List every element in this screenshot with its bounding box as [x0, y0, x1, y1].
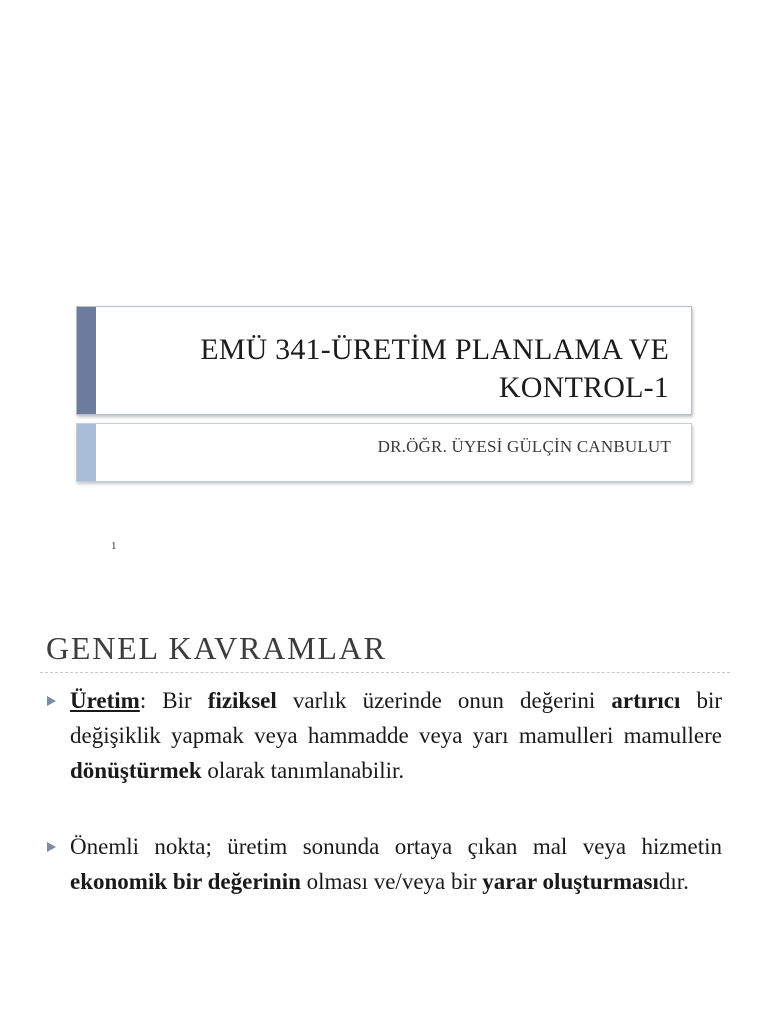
- bullet-text: dır.: [658, 869, 689, 894]
- heading-divider: [40, 672, 730, 673]
- title-box: [76, 306, 692, 415]
- emphasis-artirici: artırıcı: [611, 688, 681, 713]
- bullet-text: olarak tanımlanabilir.: [201, 758, 405, 783]
- title-accent-bar: [77, 307, 96, 414]
- triangle-bullet-icon: [47, 842, 56, 852]
- slide-title-line-1: EMÜ 341-ÜRETİM PLANLAMA VE: [200, 333, 669, 366]
- bullet-list: [44, 683, 722, 940]
- page-number: 1: [111, 540, 117, 552]
- slide-title-line-2: KONTROL-1: [498, 371, 669, 404]
- emphasis-ekonomik-deger: ekonomik bir değerinin: [70, 869, 301, 894]
- emphasis-donusturmek: dönüştürmek: [70, 758, 202, 783]
- bullet-item-key-point: [44, 829, 722, 899]
- bullet-text: bir değişiklik yapmak veya hammadde veya yarı mamulleri mamullere: [70, 688, 722, 748]
- slide-subtitle: DR.ÖĞR. ÜYESİ GÜLÇİN CANBULUT: [377, 437, 671, 456]
- slide-title: [129, 331, 669, 407]
- bullet-item-production-definition: [44, 683, 722, 788]
- bullet-text: olması ve/veya bir: [300, 869, 483, 894]
- bullet-text: : Bir: [139, 688, 208, 713]
- term-uretim: Üretim: [70, 688, 140, 713]
- subtitle-accent-bar: [77, 424, 96, 481]
- bullet-text: Önemli nokta; üretim sonunda ortaya çıkan mal veya hizmetin: [70, 834, 722, 859]
- emphasis-yarar: yarar oluşturması: [482, 869, 659, 894]
- bullet-text: varlık üzerinde onun değerini: [276, 688, 612, 713]
- emphasis-fiziksel: fiziksel: [207, 688, 277, 713]
- section-heading: GENEL KAVRAMLAR: [46, 630, 387, 666]
- triangle-bullet-icon: [47, 696, 56, 706]
- subtitle-box: [76, 423, 692, 482]
